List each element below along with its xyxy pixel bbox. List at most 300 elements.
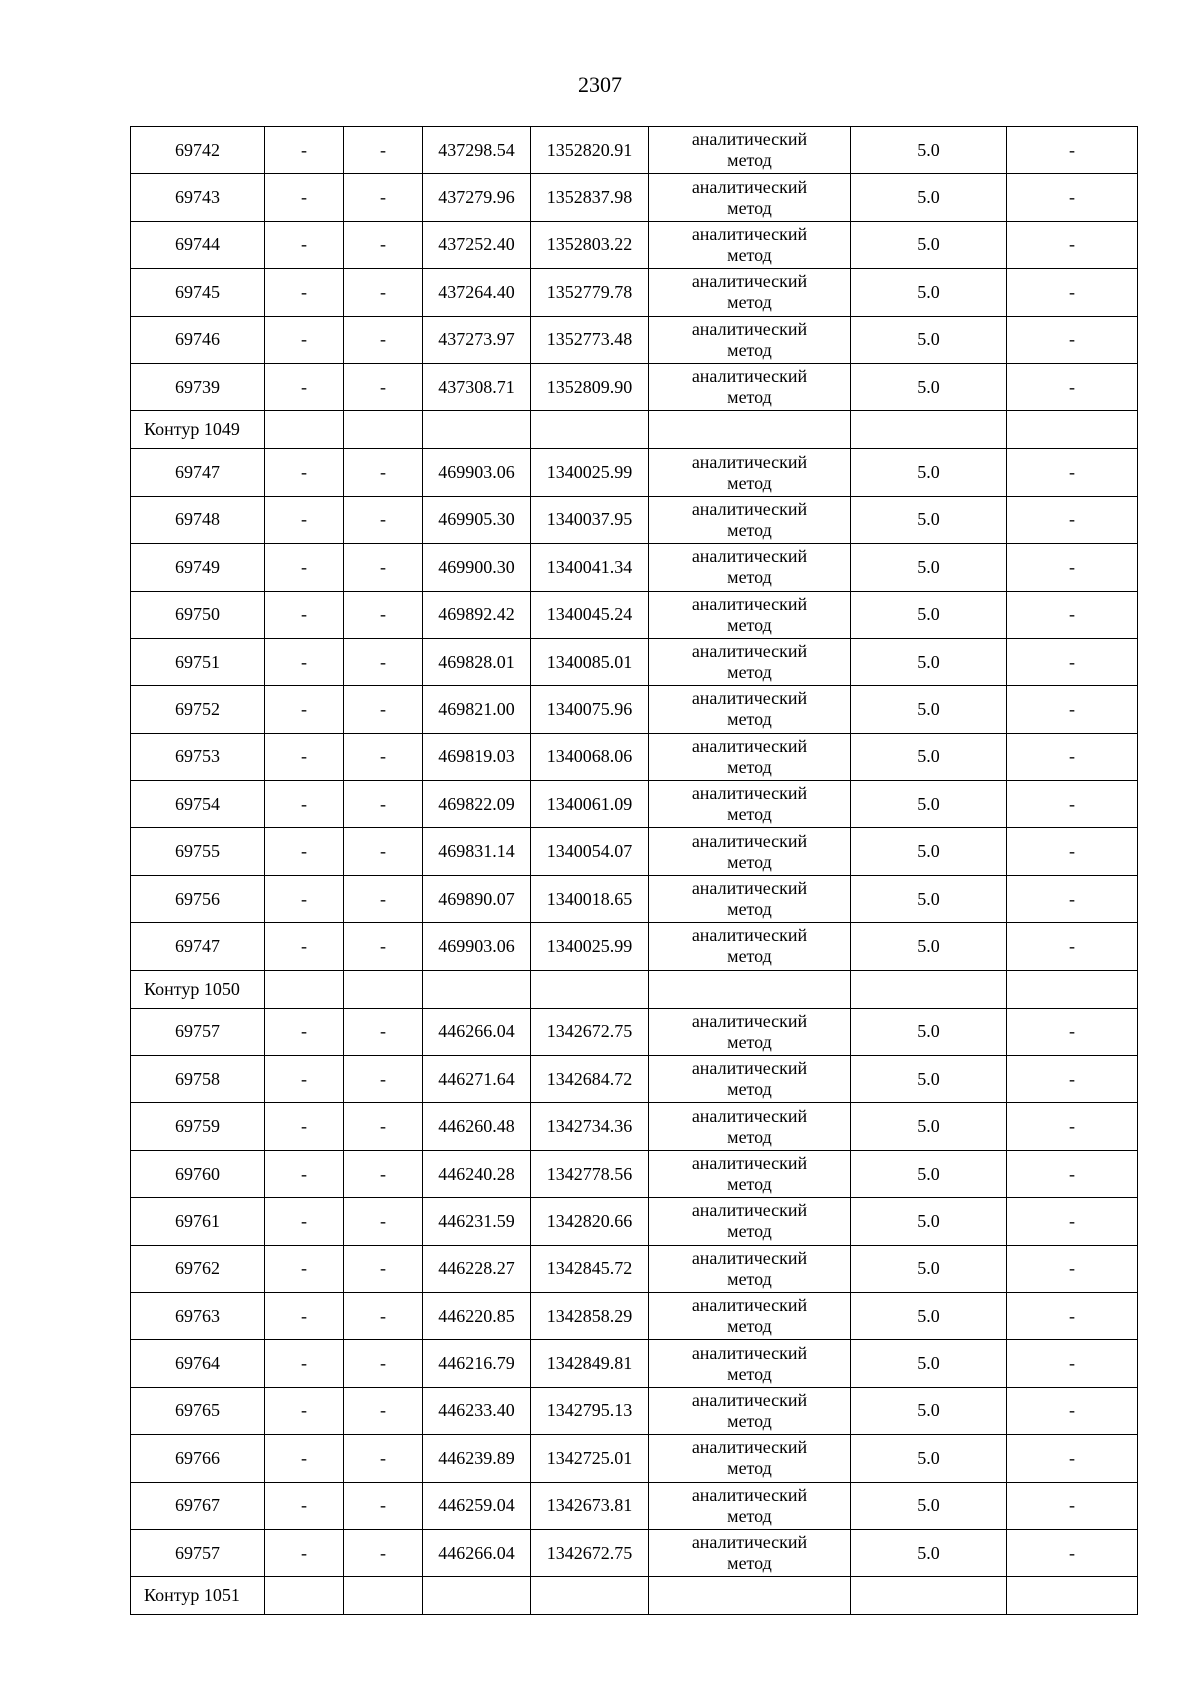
last-cell: - — [1007, 591, 1138, 638]
point-id-cell: 69764 — [131, 1340, 265, 1387]
y-coordinate-cell: 1342734.36 — [531, 1103, 649, 1150]
x-coordinate-cell: 469819.03 — [423, 733, 531, 780]
accuracy-cell: 5.0 — [851, 828, 1007, 875]
y-coordinate-cell: 1340085.01 — [531, 638, 649, 685]
last-cell: - — [1007, 781, 1138, 828]
point-id-cell: 69747 — [131, 449, 265, 496]
coordinates-table — [130, 126, 1138, 1615]
accuracy-cell: 5.0 — [851, 1103, 1007, 1150]
method-line-2: метод — [727, 614, 772, 635]
x-coordinate-cell: 446231.59 — [423, 1198, 531, 1245]
contour-header-row — [131, 970, 1138, 1008]
empty-cell — [423, 970, 531, 1008]
method-line-1: аналитический — [691, 830, 808, 851]
col3-cell: - — [344, 1056, 423, 1103]
table-row — [131, 127, 1138, 174]
col3-cell: - — [344, 221, 423, 268]
last-cell: - — [1007, 638, 1138, 685]
empty-cell — [265, 411, 344, 449]
col3-cell: - — [344, 1103, 423, 1150]
empty-cell — [423, 1577, 531, 1615]
accuracy-cell: 5.0 — [851, 1150, 1007, 1197]
last-cell: - — [1007, 1387, 1138, 1434]
empty-cell — [423, 411, 531, 449]
col3-cell: - — [344, 496, 423, 543]
x-coordinate-cell: 446266.04 — [423, 1529, 531, 1576]
table-row — [131, 174, 1138, 221]
table-row — [131, 1435, 1138, 1482]
x-coordinate-cell: 446259.04 — [423, 1482, 531, 1529]
method-line-1: аналитический — [691, 1010, 808, 1031]
last-cell: - — [1007, 1103, 1138, 1150]
contour-label: Контур 1050 — [131, 970, 265, 1008]
method-line-2: метод — [727, 387, 772, 408]
method-cell — [649, 1387, 851, 1434]
method-line-1: аналитический — [691, 1389, 808, 1410]
method-line-1: аналитический — [691, 271, 808, 292]
last-cell: - — [1007, 733, 1138, 780]
method-line-1: аналитический — [691, 498, 808, 519]
method-line-2: метод — [727, 899, 772, 920]
contour-header-row — [131, 411, 1138, 449]
col2-cell: - — [265, 496, 344, 543]
empty-cell — [649, 970, 851, 1008]
method-line-1: аналитический — [691, 366, 808, 387]
method-line-1: аналитический — [691, 1532, 808, 1553]
col2-cell: - — [265, 923, 344, 970]
x-coordinate-cell: 437298.54 — [423, 127, 531, 174]
method-line-1: аналитический — [691, 1437, 808, 1458]
accuracy-cell: 5.0 — [851, 1245, 1007, 1292]
col2-cell: - — [265, 363, 344, 410]
table-row — [131, 1103, 1138, 1150]
y-coordinate-cell: 1340025.99 — [531, 923, 649, 970]
empty-cell — [851, 970, 1007, 1008]
last-cell: - — [1007, 923, 1138, 970]
point-id-cell: 69763 — [131, 1292, 265, 1339]
x-coordinate-cell: 446216.79 — [423, 1340, 531, 1387]
method-cell — [649, 923, 851, 970]
method-cell — [649, 1482, 851, 1529]
method-cell — [649, 363, 851, 410]
empty-cell — [1007, 970, 1138, 1008]
col2-cell: - — [265, 1008, 344, 1055]
x-coordinate-cell: 469822.09 — [423, 781, 531, 828]
accuracy-cell: 5.0 — [851, 1198, 1007, 1245]
y-coordinate-cell: 1342858.29 — [531, 1292, 649, 1339]
col3-cell: - — [344, 733, 423, 780]
last-cell: - — [1007, 174, 1138, 221]
col3-cell: - — [344, 923, 423, 970]
method-line-1: аналитический — [691, 1153, 808, 1173]
col2-cell: - — [265, 781, 344, 828]
empty-cell — [344, 970, 423, 1008]
method-line-1: аналитический — [691, 1105, 808, 1126]
last-cell: - — [1007, 496, 1138, 543]
col2-cell: - — [265, 1198, 344, 1245]
col3-cell: - — [344, 1435, 423, 1482]
method-cell — [649, 1529, 851, 1576]
empty-cell — [531, 1577, 649, 1615]
accuracy-cell: 5.0 — [851, 496, 1007, 543]
method-line-2: метод — [727, 197, 772, 218]
y-coordinate-cell: 1340041.34 — [531, 544, 649, 591]
empty-cell — [265, 1577, 344, 1615]
col2-cell: - — [265, 1056, 344, 1103]
method-line-1: аналитический — [691, 1295, 808, 1316]
y-coordinate-cell: 1342849.81 — [531, 1340, 649, 1387]
col3-cell: - — [344, 269, 423, 316]
col3-cell: - — [344, 1340, 423, 1387]
col2-cell: - — [265, 1482, 344, 1529]
accuracy-cell: 5.0 — [851, 316, 1007, 363]
table-row — [131, 363, 1138, 410]
col3-cell: - — [344, 1292, 423, 1339]
method-line-2: метод — [727, 851, 772, 872]
table-row — [131, 1387, 1138, 1434]
last-cell: - — [1007, 363, 1138, 410]
y-coordinate-cell: 1342684.72 — [531, 1056, 649, 1103]
contour-header-row — [131, 1577, 1138, 1615]
col2-cell: - — [265, 127, 344, 174]
accuracy-cell: 5.0 — [851, 1529, 1007, 1576]
accuracy-cell: 5.0 — [851, 544, 1007, 591]
table-row — [131, 638, 1138, 685]
accuracy-cell: 5.0 — [851, 875, 1007, 922]
method-line-1: аналитический — [691, 1200, 808, 1221]
accuracy-cell: 5.0 — [851, 363, 1007, 410]
method-line-1: аналитический — [691, 129, 808, 150]
method-line-2: метод — [727, 1410, 772, 1431]
method-line-1: аналитический — [691, 688, 808, 709]
method-line-2: метод — [727, 1316, 772, 1337]
method-line-2: метод — [727, 1363, 772, 1384]
table-row — [131, 221, 1138, 268]
method-cell — [649, 828, 851, 875]
y-coordinate-cell: 1340018.65 — [531, 875, 649, 922]
table-row — [131, 781, 1138, 828]
table-row — [131, 923, 1138, 970]
col3-cell: - — [344, 1150, 423, 1197]
method-cell — [649, 1292, 851, 1339]
x-coordinate-cell: 469900.30 — [423, 544, 531, 591]
empty-cell — [344, 1577, 423, 1615]
point-id-cell: 69760 — [131, 1150, 265, 1197]
table-row — [131, 828, 1138, 875]
method-cell — [649, 544, 851, 591]
method-cell — [649, 686, 851, 733]
accuracy-cell: 5.0 — [851, 1056, 1007, 1103]
method-line-2: метод — [727, 1458, 772, 1479]
x-coordinate-cell: 446271.64 — [423, 1056, 531, 1103]
method-cell — [649, 1150, 851, 1197]
method-line-2: метод — [727, 1221, 772, 1242]
method-cell — [649, 1340, 851, 1387]
table-row — [131, 544, 1138, 591]
method-cell — [649, 1056, 851, 1103]
col2-cell: - — [265, 269, 344, 316]
point-id-cell: 69766 — [131, 1435, 265, 1482]
page-number: 2307 — [578, 72, 622, 97]
x-coordinate-cell: 446240.28 — [423, 1150, 531, 1197]
empty-cell — [265, 970, 344, 1008]
y-coordinate-cell: 1352837.98 — [531, 174, 649, 221]
last-cell: - — [1007, 1529, 1138, 1576]
col3-cell: - — [344, 363, 423, 410]
method-cell — [649, 496, 851, 543]
y-coordinate-cell: 1340061.09 — [531, 781, 649, 828]
method-cell — [649, 591, 851, 638]
col2-cell: - — [265, 174, 344, 221]
col2-cell: - — [265, 1435, 344, 1482]
x-coordinate-cell: 437279.96 — [423, 174, 531, 221]
method-line-1: аналитический — [691, 641, 808, 662]
table-row — [131, 1340, 1138, 1387]
x-coordinate-cell: 446266.04 — [423, 1008, 531, 1055]
accuracy-cell: 5.0 — [851, 1340, 1007, 1387]
method-line-1: аналитический — [691, 1247, 808, 1268]
point-id-cell: 69754 — [131, 781, 265, 828]
x-coordinate-cell: 437308.71 — [423, 363, 531, 410]
method-line-2: метод — [727, 150, 772, 171]
x-coordinate-cell: 469831.14 — [423, 828, 531, 875]
method-line-1: аналитический — [691, 546, 808, 567]
last-cell: - — [1007, 1435, 1138, 1482]
accuracy-cell: 5.0 — [851, 1008, 1007, 1055]
last-cell: - — [1007, 1482, 1138, 1529]
accuracy-cell: 5.0 — [851, 221, 1007, 268]
method-cell — [649, 733, 851, 780]
col2-cell: - — [265, 875, 344, 922]
method-line-2: метод — [727, 1268, 772, 1289]
x-coordinate-cell: 469903.06 — [423, 923, 531, 970]
point-id-cell: 69757 — [131, 1529, 265, 1576]
y-coordinate-cell: 1340054.07 — [531, 828, 649, 875]
method-line-2: метод — [727, 946, 772, 967]
table-row — [131, 1008, 1138, 1055]
method-line-1: аналитический — [691, 176, 808, 197]
accuracy-cell: 5.0 — [851, 1435, 1007, 1482]
x-coordinate-cell: 469905.30 — [423, 496, 531, 543]
col3-cell: - — [344, 875, 423, 922]
table-row — [131, 733, 1138, 780]
empty-cell — [649, 1577, 851, 1615]
col2-cell: - — [265, 1245, 344, 1292]
method-line-2: метод — [727, 1553, 772, 1574]
method-line-2: метод — [727, 244, 772, 265]
col2-cell: - — [265, 449, 344, 496]
method-cell — [649, 1435, 851, 1482]
col3-cell: - — [344, 1482, 423, 1529]
x-coordinate-cell: 469890.07 — [423, 875, 531, 922]
col3-cell: - — [344, 828, 423, 875]
y-coordinate-cell: 1352803.22 — [531, 221, 649, 268]
contour-label: Контур 1051 — [131, 1577, 265, 1615]
last-cell: - — [1007, 1150, 1138, 1197]
col2-cell: - — [265, 1150, 344, 1197]
col2-cell: - — [265, 221, 344, 268]
y-coordinate-cell: 1340037.95 — [531, 496, 649, 543]
col3-cell: - — [344, 449, 423, 496]
table-row — [131, 875, 1138, 922]
table-row — [131, 1529, 1138, 1576]
accuracy-cell: 5.0 — [851, 1482, 1007, 1529]
table-row — [131, 1056, 1138, 1103]
method-cell — [649, 1245, 851, 1292]
point-id-cell: 69747 — [131, 923, 265, 970]
method-cell — [649, 449, 851, 496]
col2-cell: - — [265, 733, 344, 780]
y-coordinate-cell: 1352820.91 — [531, 127, 649, 174]
col2-cell: - — [265, 1292, 344, 1339]
accuracy-cell: 5.0 — [851, 781, 1007, 828]
last-cell: - — [1007, 1198, 1138, 1245]
col2-cell: - — [265, 686, 344, 733]
method-line-2: метод — [727, 1126, 772, 1147]
col3-cell: - — [344, 1529, 423, 1576]
point-id-cell: 69752 — [131, 686, 265, 733]
accuracy-cell: 5.0 — [851, 1292, 1007, 1339]
x-coordinate-cell: 469821.00 — [423, 686, 531, 733]
last-cell: - — [1007, 1340, 1138, 1387]
y-coordinate-cell: 1342672.75 — [531, 1529, 649, 1576]
method-line-2: метод — [727, 756, 772, 777]
method-line-1: аналитический — [691, 593, 808, 614]
method-line-2: метод — [727, 292, 772, 313]
table-row — [131, 591, 1138, 638]
last-cell: - — [1007, 875, 1138, 922]
col3-cell: - — [344, 591, 423, 638]
point-id-cell: 69762 — [131, 1245, 265, 1292]
col3-cell: - — [344, 1008, 423, 1055]
method-cell — [649, 638, 851, 685]
point-id-cell: 69757 — [131, 1008, 265, 1055]
method-line-2: метод — [727, 339, 772, 360]
table-row — [131, 1292, 1138, 1339]
last-cell: - — [1007, 544, 1138, 591]
method-line-1: аналитический — [691, 878, 808, 899]
col3-cell: - — [344, 1245, 423, 1292]
x-coordinate-cell: 446233.40 — [423, 1387, 531, 1434]
accuracy-cell: 5.0 — [851, 269, 1007, 316]
method-line-2: метод — [727, 1505, 772, 1526]
col3-cell: - — [344, 1198, 423, 1245]
table-row — [131, 686, 1138, 733]
x-coordinate-cell: 437264.40 — [423, 269, 531, 316]
col3-cell: - — [344, 544, 423, 591]
accuracy-cell: 5.0 — [851, 733, 1007, 780]
col2-cell: - — [265, 544, 344, 591]
point-id-cell: 69758 — [131, 1056, 265, 1103]
col2-cell: - — [265, 1529, 344, 1576]
point-id-cell: 69765 — [131, 1387, 265, 1434]
x-coordinate-cell: 437273.97 — [423, 316, 531, 363]
col3-cell: - — [344, 781, 423, 828]
y-coordinate-cell: 1342820.66 — [531, 1198, 649, 1245]
col3-cell: - — [344, 127, 423, 174]
x-coordinate-cell: 469828.01 — [423, 638, 531, 685]
y-coordinate-cell: 1340068.06 — [531, 733, 649, 780]
method-line-1: аналитический — [691, 735, 808, 756]
table-row — [131, 269, 1138, 316]
point-id-cell: 69745 — [131, 269, 265, 316]
x-coordinate-cell: 446260.48 — [423, 1103, 531, 1150]
method-line-2: метод — [727, 472, 772, 493]
point-id-cell: 69749 — [131, 544, 265, 591]
method-line-1: аналитический — [691, 783, 808, 804]
method-line-2: метод — [727, 1079, 772, 1100]
method-cell — [649, 1103, 851, 1150]
empty-cell — [344, 411, 423, 449]
last-cell: - — [1007, 127, 1138, 174]
accuracy-cell: 5.0 — [851, 174, 1007, 221]
table-row — [131, 1482, 1138, 1529]
method-line-2: метод — [727, 804, 772, 825]
y-coordinate-cell: 1342795.13 — [531, 1387, 649, 1434]
point-id-cell: 69761 — [131, 1198, 265, 1245]
method-cell — [649, 127, 851, 174]
x-coordinate-cell: 446239.89 — [423, 1435, 531, 1482]
accuracy-cell: 5.0 — [851, 686, 1007, 733]
method-cell — [649, 221, 851, 268]
method-line-2: метод — [727, 662, 772, 683]
empty-cell — [649, 411, 851, 449]
point-id-cell: 69744 — [131, 221, 265, 268]
contour-label: Контур 1049 — [131, 411, 265, 449]
method-line-1: аналитический — [691, 451, 808, 472]
point-id-cell: 69748 — [131, 496, 265, 543]
accuracy-cell: 5.0 — [851, 1387, 1007, 1434]
col2-cell: - — [265, 1387, 344, 1434]
empty-cell — [1007, 1577, 1138, 1615]
last-cell: - — [1007, 269, 1138, 316]
point-id-cell: 69753 — [131, 733, 265, 780]
last-cell: - — [1007, 1245, 1138, 1292]
empty-cell — [1007, 411, 1138, 449]
point-id-cell: 69743 — [131, 174, 265, 221]
point-id-cell: 69746 — [131, 316, 265, 363]
method-line-2: метод — [727, 1031, 772, 1052]
last-cell: - — [1007, 686, 1138, 733]
method-line-2: метод — [727, 709, 772, 730]
x-coordinate-cell: 446220.85 — [423, 1292, 531, 1339]
y-coordinate-cell: 1340045.24 — [531, 591, 649, 638]
y-coordinate-cell: 1340075.96 — [531, 686, 649, 733]
last-cell: - — [1007, 1292, 1138, 1339]
empty-cell — [851, 1577, 1007, 1615]
coordinates-table-body — [131, 127, 1138, 1615]
last-cell: - — [1007, 316, 1138, 363]
point-id-cell: 69759 — [131, 1103, 265, 1150]
col2-cell: - — [265, 591, 344, 638]
point-id-cell: 69751 — [131, 638, 265, 685]
last-cell: - — [1007, 1008, 1138, 1055]
last-cell: - — [1007, 1056, 1138, 1103]
y-coordinate-cell: 1340025.99 — [531, 449, 649, 496]
x-coordinate-cell: 446228.27 — [423, 1245, 531, 1292]
method-cell — [649, 1198, 851, 1245]
accuracy-cell: 5.0 — [851, 127, 1007, 174]
point-id-cell: 69742 — [131, 127, 265, 174]
x-coordinate-cell: 469903.06 — [423, 449, 531, 496]
table-row — [131, 496, 1138, 543]
y-coordinate-cell: 1352779.78 — [531, 269, 649, 316]
method-cell — [649, 269, 851, 316]
y-coordinate-cell: 1342673.81 — [531, 1482, 649, 1529]
empty-cell — [531, 970, 649, 1008]
method-line-2: метод — [727, 519, 772, 540]
y-coordinate-cell: 1352773.48 — [531, 316, 649, 363]
